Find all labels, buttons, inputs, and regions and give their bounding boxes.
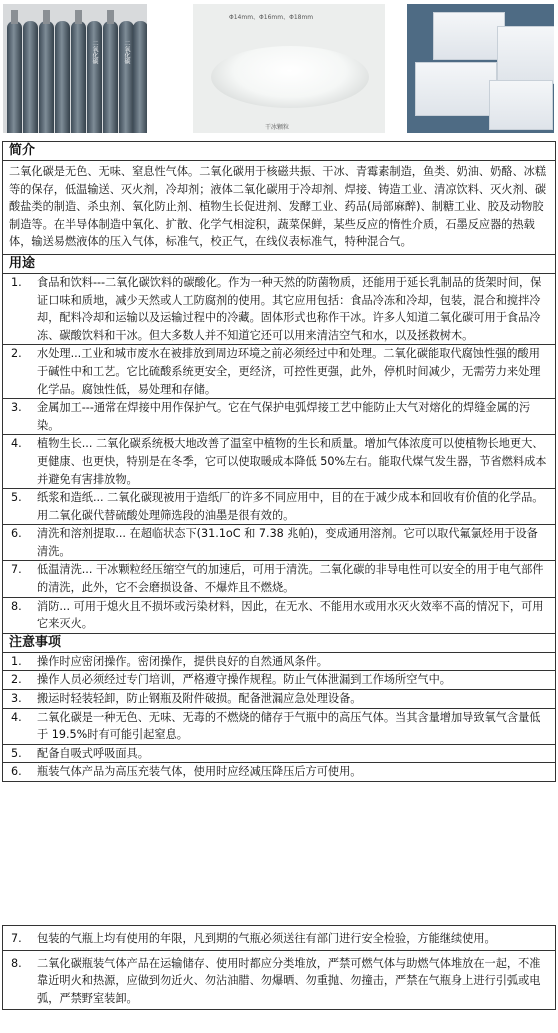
dry-ice-blocks-photo [407, 4, 554, 133]
item-number: 2. [11, 347, 22, 361]
list-item [3, 598, 555, 633]
item-text: 纸浆和造纸... 二氧化碳现被用于造纸厂的许多不同应用中，目的在于减少成本和回收有价值的化学品。用二氧化碳代替硫酸处理筛选段的油墨是很有效的。 [37, 491, 544, 522]
list-item [3, 690, 555, 709]
list-item [3, 745, 555, 764]
item-number: 3. [11, 401, 22, 415]
list-item [3, 561, 555, 597]
item-text: 二氧化碳是一种无色、无味、无毒的不燃烧的储存于气瓶中的高压气体。当其含量增加导致氧气含量低于 19.5%时有可能引起窒息。 [37, 710, 541, 742]
photo-strip [0, 0, 558, 140]
item-text: 清洗和溶剂提取... 在超临状态下(31.1oC 和 7.38 兆帕)，变成通用溶剂。它可以取代氟氯烃用于设备清洗。 [37, 527, 538, 558]
cylinder-label: 二氧化碳 [91, 40, 98, 64]
item-text: 操作人员必须经过专门培训，严格遵守操作规程。防止气体泄漏到工作场所空气中。 [37, 673, 451, 687]
item-number: 7. [11, 563, 22, 577]
item-number: 4. [11, 710, 22, 724]
list-item [3, 274, 555, 345]
item-number: 2. [11, 673, 22, 687]
pellet-sizes: Φ14mm、Φ16mm、Φ18mm [229, 14, 314, 21]
list-item [3, 435, 555, 489]
item-text: 配备自吸式呼吸面具。 [37, 746, 149, 760]
item-text: 水处理...工业和城市废水在被排放到周边环境之前必须经过中和处理。二氧化碳能取代腐蚀性强的酸用于碱性中和工艺。它比硫酸系统更安全，更经济，可控性更强，此外，停机时间减少，无需劳力来处理化学品。腐蚀性低，易处理和存储。 [37, 347, 541, 396]
item-number: 1. [11, 654, 22, 668]
list-item [3, 653, 555, 672]
item-text: 二氧化碳瓶装气体产品在运输储存、使用时都应分类堆放，严禁可燃气体与助燃气体堆放在一起，不准靠近明火和热源，应做到勿近火、勿沾油腊、勿爆晒、勿重抛、勿撞击，严禁在气瓶身上进行引弧或电弧，严禁野室装卸。 [37, 956, 541, 1005]
intro-heading: 简介 [3, 142, 555, 161]
item-text: 包装的气瓶上均有使用的年限，凡到期的气瓶必须送往有部门进行安全检验，方能继续使用。 [37, 932, 496, 945]
item-number: 5. [11, 491, 22, 505]
intro-text: 二氧化碳是无色、无味、窒息性气体。二氧化碳用于核磁共振、干冰、青霉素制造，鱼类、奶油、奶酪、冰糕等的保存，低温输送、灭火剂，冷却剂；液体二氧化碳用于冷却剂、焊接、铸造工业、清凉饮料、灭火剂、碳酸盐类的制造、杀虫剂、氧化防止剂、植物生长促进剂、发酵工业、药品(局部麻醉)、制糖工业、胶及动物胶制造等。在半导体制造中氧化、扩散、化学气相淀积，蔬菜保鲜，某些反应的惰性介质，石墨反应器的热载体，输送易燃液体的压入气体，标准气，校正气，在线仪表标准气，特种混合气。 [3, 161, 555, 255]
info-table [2, 141, 556, 782]
uses-heading: 用途 [3, 255, 555, 274]
list-item [3, 399, 555, 435]
list-item [3, 951, 555, 1010]
co2-cylinders-photo [3, 4, 147, 133]
item-text: 低温清洗... 干冰颗粒经压缩空气的加速后，可用于清洗。二氧化碳的非导电性可以安全的用于电气部件的清洗，此外，它不会磨损设备、不爆炸且不燃烧。 [37, 563, 544, 595]
notes-heading: 注意事项 [3, 633, 555, 653]
item-number: 1. [11, 275, 22, 289]
notes-list [3, 653, 555, 781]
list-item [3, 671, 555, 690]
item-number: 8. [11, 599, 22, 613]
item-text: 消防... 可用于熄火且不损坏或污染材料，因此，在无水、不能用水或用水灭火效率不高的情况下，可用它来灭火。 [37, 599, 544, 631]
item-text: 植物生长... 二氧化碳系统极大地改善了温室中植物的生长和质量。增加气体浓度可以使植物长地更大、更健康、也更快，特别是在冬季，它可以使取暖成本降低 50%左右。能取代煤气发生器，节省燃料成本并避免有害排放物。 [37, 437, 547, 486]
item-text: 金属加工---通常在焊接中用作保护气。它在气保护电弧焊接工艺中能防止大气对熔化的焊缝金属的污染。 [37, 401, 531, 432]
item-number: 3. [11, 692, 22, 706]
uses-list [3, 274, 555, 633]
item-number: 7. [11, 932, 22, 945]
item-number: 5. [11, 746, 22, 760]
list-item [3, 345, 555, 399]
list-item [3, 926, 555, 951]
item-text: 操作时应密闭操作。密闭操作，提供良好的自然通风条件。 [37, 654, 328, 668]
list-item [3, 525, 555, 561]
item-text: 搬运时轻装轻卸，防止钢瓶及附件破损。配备泄漏应急处理设备。 [37, 692, 362, 706]
item-number: 6. [11, 765, 22, 779]
list-item [3, 709, 555, 745]
pellet-caption: 干冰颗粒 [265, 124, 290, 131]
list-item [3, 489, 555, 525]
item-text: 食品和饮料---二氧化碳饮料的碳酸化。作为一种天然的防菌物质，还能用于延长乳制品的货架时间，保证口味和质地，减少天然或人工防腐剂的使用。其它应用包括：食品冷冻和冷却，包装，混合和搅拌冷却，配料冷却和运输以及运输过程中的冷藏。固体形式也称作干冰。许多人知道二氧化碳可用于食品冷冻、碳酸饮料和干冰。但大多数人并不知道它还可以用来清洁空气和水，以及拯救树木。 [37, 275, 542, 342]
item-text: 瓶装气体产品为高压充装气体，使用时应经减压降压后方可使用。 [37, 765, 362, 779]
item-number: 4. [11, 437, 22, 451]
dry-ice-pellets-photo [193, 4, 385, 133]
notes-continued-table [2, 925, 556, 1010]
list-item [3, 763, 555, 781]
cylinder-label: 二氧化碳 [123, 40, 130, 64]
item-number: 6. [11, 527, 22, 541]
item-number: 8. [11, 956, 22, 970]
